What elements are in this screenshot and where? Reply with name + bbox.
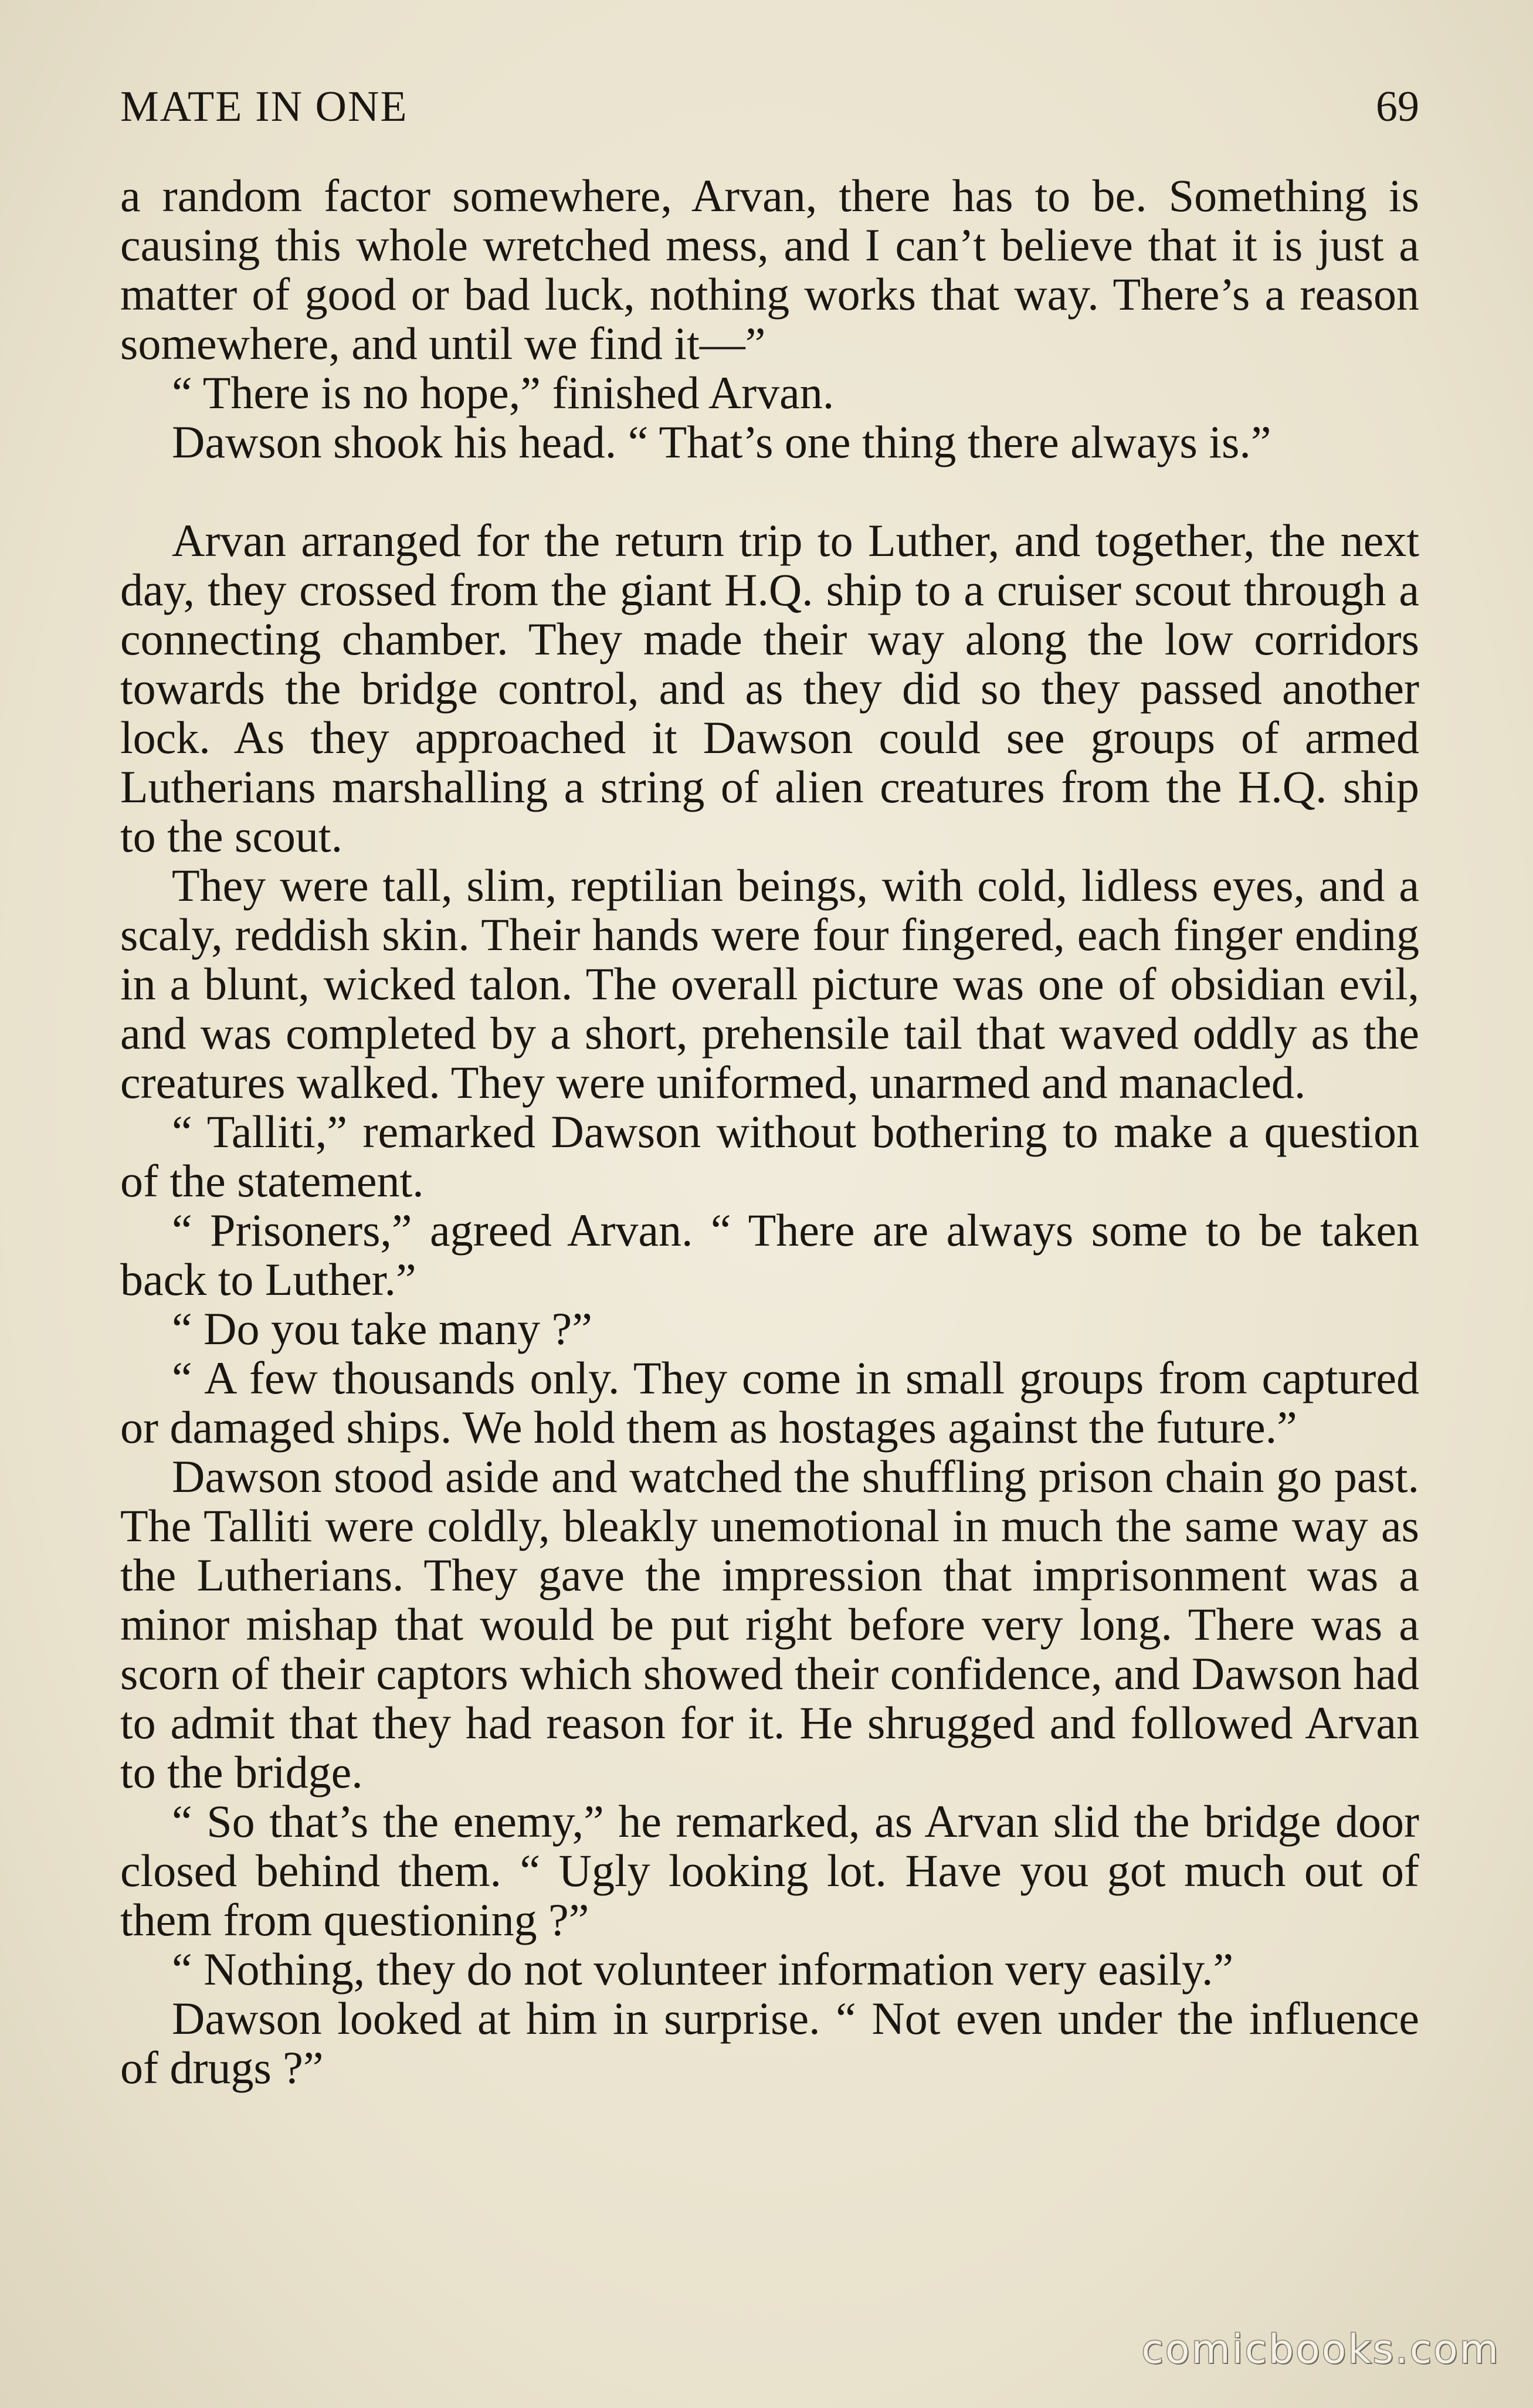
paragraph: Arvan arranged for the return trip to Luther, and together, the next day, they crossed from the giant H.Q. ship to a cruiser scout through a connecting chamber. They made their way along the low corridors towards the bridge control, and as they did so they passed another lock. As they approached it Dawson could see groups of armed Lutherians marshalling a string of alien creatures from the H.Q. ship to the scout. [120,515,1419,862]
running-title: MATE IN ONE [120,83,408,131]
page-number: 69 [1376,83,1419,131]
paragraph: They were tall, slim, reptilian beings, with cold, lidless eyes, and a scaly, reddish skin. Their hands were four fingered, each finger ending in a blunt, wicked talon. The overall picture was one of obsidian evil, and was completed by a short, prehensile tail that waved oddly as the creatures walked. They were uniformed, unarmed and manacled. [120,860,1419,1108]
paragraph: “ Prisoners,” agreed Arvan. “ There are always some to be taken back to Luther.” [120,1205,1419,1305]
book-page [120,82,1419,2322]
paragraph: “ Talliti,” remarked Dawson without bothering to make a question of the statement. [120,1106,1419,1206]
body-text [120,171,1419,2092]
watermark: comicbooks.com [1141,2326,1500,2373]
running-head [120,82,1419,141]
paragraph: “ Nothing, they do not volunteer information very easily.” [172,1944,1234,1995]
paragraph: Dawson looked at him in surprise. “ Not even under the influence of drugs ?” [120,1993,1419,2093]
paragraph: “ There is no hope,” finished Arvan. [172,367,835,418]
paragraph: Dawson shook his head. “ That’s one thing there always is.” [172,416,1271,467]
paragraph: Dawson stood aside and watched the shuffling prison chain go past. The Talliti were coldly, bleakly unemotional in much the same way as the Lutherians. They gave the impression that imprisonment was a minor mishap that would be put right before very long. There was a scorn of their captors which showed their confidence, and Dawson had to admit that they had reason for it. He shrugged and followed Arvan to the bridge. [120,1451,1419,1797]
paragraph: a random factor somewhere, Arvan, there has to be. Something is causing this whole wretched mess, and I can’t believe that it is just a matter of good or bad luck, nothing works that way. There’s a reason somewhere, and until we find it—” [120,170,1419,369]
paragraph: “ A few thousands only. They come in small groups from captured or damaged ships. We hold them as hostages against the future.” [120,1352,1419,1453]
paragraph: “ Do you take many ?” [172,1303,592,1354]
paragraph: “ So that’s the enemy,” he remarked, as Arvan slid the bridge door closed behind them. “ Ugly looking lot. Have you got much out of them from questioning ?” [120,1796,1419,1945]
